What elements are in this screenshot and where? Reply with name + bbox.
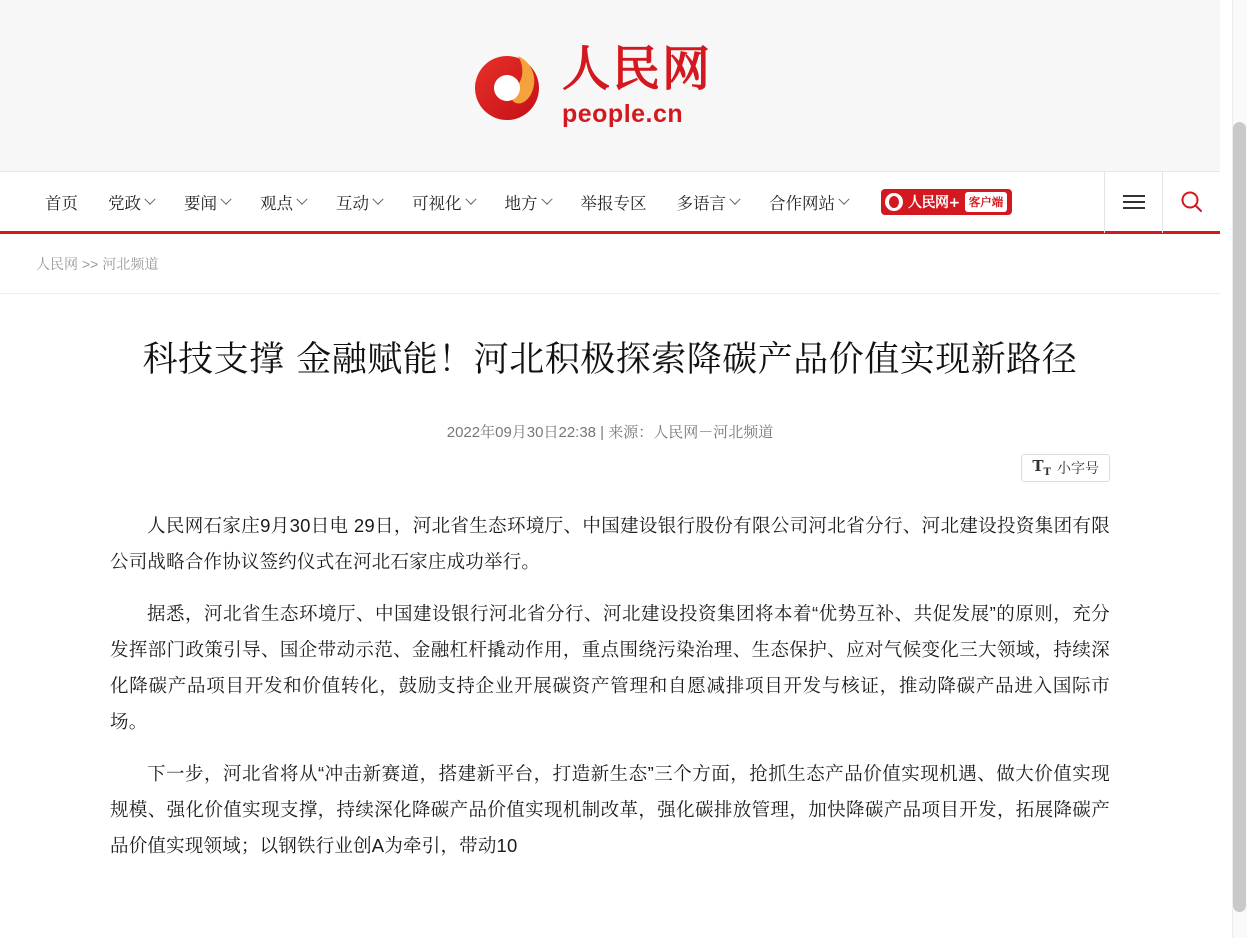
- nav-label: 地方: [504, 194, 538, 213]
- chevron-down-icon: [220, 193, 231, 204]
- fontsize-button[interactable]: [1021, 454, 1110, 482]
- app-badge-brand: 人民网+: [908, 194, 960, 211]
- vertical-scrollbar[interactable]: [1232, 0, 1247, 938]
- app-logo-icon: [885, 193, 903, 211]
- app-badge-tag: 客户端: [965, 192, 1008, 212]
- nav-item-difang[interactable]: [490, 172, 566, 231]
- main-nav: [0, 172, 1220, 234]
- page-edge: [1220, 0, 1232, 938]
- logo-text-en: people.cn: [561, 99, 684, 128]
- nav-item-hudong[interactable]: [321, 172, 397, 231]
- nav-label: 互动: [336, 194, 369, 213]
- article-body: [110, 508, 1110, 865]
- nav-item-home[interactable]: [30, 172, 93, 231]
- fontsize-label: 小字号: [1057, 459, 1099, 476]
- chevron-down-icon: [465, 193, 476, 204]
- fontsize-controls: [110, 454, 1110, 482]
- nav-label: 观点: [260, 194, 293, 213]
- nav-item-dangzheng[interactable]: [93, 172, 169, 231]
- nav-right-controls: [1104, 172, 1220, 231]
- search-icon: [1179, 189, 1205, 215]
- app-download-badge[interactable]: [881, 189, 1012, 215]
- nav-item-jubaozhuanqu[interactable]: [566, 172, 662, 231]
- nav-label: 合作网站: [769, 194, 835, 213]
- breadcrumb: [0, 234, 1220, 294]
- nav-item-keshihua[interactable]: [397, 172, 490, 231]
- chevron-down-icon: [541, 193, 552, 204]
- nav-label: 党政: [108, 194, 141, 213]
- nav-item-hezuowangzhan[interactable]: [754, 172, 863, 231]
- nav-item-yaowen[interactable]: [169, 172, 245, 231]
- fontsize-icon: $T_T$: [1032, 457, 1051, 479]
- search-button[interactable]: [1163, 171, 1220, 233]
- nav-label: 可视化: [412, 194, 462, 213]
- site-header: [0, 0, 1220, 172]
- chevron-down-icon: [729, 193, 740, 204]
- nav-item-duoyuyan[interactable]: [662, 172, 755, 231]
- breadcrumb-separator: >>: [82, 255, 99, 272]
- nav-label: 多语言: [676, 194, 726, 213]
- nav-label: 首页: [45, 194, 78, 213]
- article-paragraph: 据悉，河北省生态环境厅、中国建设银行河北省分行、河北建设投资集团将本着“优势互补、共促发展”的原则，充分发挥部门政策引导、国企带动示范、金融杠杆撬动作用，重点围绕污染治理、生态保护、应对气候变化三大领域，持续深化降碳产品项目开发和价值转化，鼓励支持企业开展碳资产管理和自愿减排项目开发与核证，推动降碳产品进入国际市场。: [110, 602, 1110, 732]
- chevron-down-icon: [838, 193, 849, 204]
- article-meta: 2022年09月30日22:38 | 来源：人民网－河北频道: [446, 423, 774, 441]
- breadcrumb-root[interactable]: 人民网: [36, 255, 78, 272]
- site-logo[interactable]: [472, 40, 712, 128]
- chevron-down-icon: [144, 193, 155, 204]
- chevron-down-icon: [296, 193, 307, 204]
- people-logo-icon: [472, 48, 548, 124]
- scrollbar-thumb[interactable]: [1233, 122, 1246, 912]
- article-paragraph: 下一步，河北省将从“冲击新赛道，搭建新平台，打造新生态”三个方面，抢抓生态产品价值实现机遇、做大价值实现规模、强化价值实现支撑，持续深化降碳产品价值实现机制改革，强化碳排放管理，加快降碳产品项目开发，拓展降碳产品价值实现领域；以钢铁行业创A为牵引，带动10: [110, 763, 1110, 857]
- chevron-down-icon: [372, 193, 383, 204]
- menu-button[interactable]: [1105, 171, 1162, 233]
- hamburger-icon: [1123, 191, 1145, 213]
- article: [0, 294, 1220, 864]
- nav-label: 要闻: [184, 194, 217, 213]
- article-paragraph: 人民网石家庄9月30日电 29日，河北省生态环境厅、中国建设银行股份有限公司河北省分行、河北建设投资集团有限公司战略合作协议签约仪式在河北石家庄成功举行。: [110, 514, 1110, 572]
- nav-item-guandian[interactable]: [245, 172, 321, 231]
- breadcrumb-current[interactable]: 河北频道: [102, 255, 159, 272]
- nav-label: 举报专区: [580, 194, 647, 213]
- logo-text-cn: 人民网: [561, 40, 712, 97]
- page-title: 科技支撑 金融赋能！河北积极探索降碳产品价值实现新路径: [142, 340, 1078, 380]
